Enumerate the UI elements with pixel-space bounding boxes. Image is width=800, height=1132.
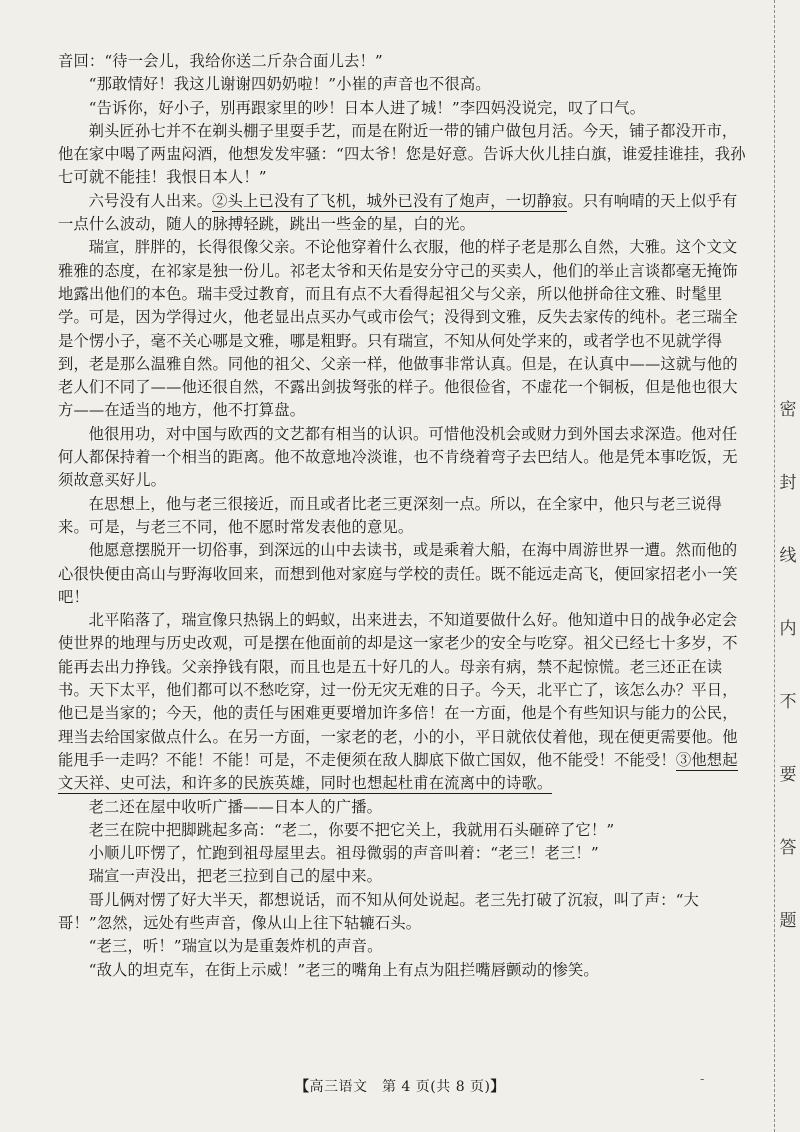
seal-notice-char: 线 [779,546,797,566]
paragraph [58,796,748,819]
paragraph-text: “告诉你，好小子，别再跟家里的吵！日本人进了城！”李四妈没说完，叹了口气。 [88,98,646,117]
paragraph-text: 在思想上，他与老三很接近，而且或者比老三更深刻一点。所以，在全家中，他只与老三说得来。可是，与老三不同，他不愿时常发表他的意见。 [58,494,722,536]
paragraph [58,493,748,540]
paragraph [58,236,748,422]
paragraph [58,190,748,237]
paragraph-text: 他很用功，对中国与欧西的文艺都有相当的认识。可惜他没机会或财力到外国去求深造。他对任何人都保持着一个相当的距离。他不故意地冷淡谁，也不肯绕着弯子去巴结人。他是凭本事吃饭，无须故意买好儿。 [58,424,738,490]
seal-notice-char: 封 [779,473,797,493]
paragraph-text: “老三，听！”瑞宣以为是重轰炸机的声音。 [88,937,383,956]
paragraph [58,935,748,958]
paragraph [58,842,748,865]
paragraph-text: 老三在院中把脚跳起多高：“老二，你要不把它关上，我就用石头砸碎了它！” [88,820,615,839]
seal-notice-char: 答 [779,838,797,858]
paragraph [58,609,748,795]
corner-mark: - [700,1072,705,1087]
footer-subject: 高三语文 [309,1079,368,1095]
paragraph-text: 他愿意摆脱开一切俗事，到深远的山中去读书，或是乘着大船，在海中周游世界一遭。然而他的心很快便由高山与野海收回来，而想到他对家庭与学校的责任。既不能远走高飞，便回家招老小一笑吧！ [58,541,738,606]
page-footer [0,1076,800,1096]
paragraph-text: 剃头匠孙七并不在剃头棚子里耍手艺，而是在附近一带的铺户做包月活。今天，铺子都没开市，他在家中喝了两盅闷酒，他想发发牢骚：“四太爷！您是好意。告诉大伙儿挂白旗，谁爱挂谁挂，我孙七可就不能挂！我恨日本人！” [58,121,746,187]
paragraph-text: 老二还在屋中收听广播——日本人的广播。 [88,797,383,816]
paragraph [58,865,748,888]
paragraph [58,50,748,73]
paragraph [58,73,748,96]
paragraph [58,959,748,982]
seal-notice-char: 内 [779,619,797,639]
binding-line [774,0,775,1132]
paragraph [58,97,748,120]
seal-notice-char: 要 [779,765,797,785]
paragraph [58,889,748,936]
paragraph-text: 瑞宣一声没出，把老三拉到自己的屋中来。 [88,867,383,886]
paragraph [58,423,748,493]
seal-notice-char: 密 [779,400,797,420]
paragraph-text: 瑞宣，胖胖的，长得很像父亲。不论他穿着什么衣服，他的样子老是那么自然，大雅。这个文文雅雅的态度，在祁家是独一份儿。祁老太爷和天佑是安分守己的买卖人，他们的举止言谈都毫无掩饰地露出他们的本色。瑞丰受过教育，而且有点不大看得起祖父与父亲，所以他拼命往文雅、时髦里学。可是，因为学得过火，他老显出点买办气或市侩气；没得到文雅，反失去家传的纯朴。老三瑞全是个愣小子，毫不关心哪是文雅，哪是粗野。只有瑞宣，不知从何处学来的，或者学也不见就学得到，老是那么温雅自然。同他的祖父、父亲一样，他做事非常认真。但是，在认真中——这就与他的老人们不同了——他还很自然，不露出剑拔弩张的样子。他很俭省，不虚花一个铜板，但是他也很大方——在适当的地方，他不打算盘。 [58,238,738,420]
paragraph [58,819,748,842]
paragraph-text: 小顺儿吓愣了，忙跑到祖母屋里去。祖母微弱的声音叫着：“老三！老三！” [88,844,599,863]
paragraph-text: 北平陷落了，瑞宣像只热锅上的蚂蚁，出来进去，不知道要做什么好。他知道中日的战争必定会使世界的地理与历史改观，可是摆在他面前的却是这一家老少的安全与吃穿。祖父已经七十多岁，不能再去出力挣钱。父亲挣钱有限，而且也是五十好几的人。母亲有病，禁不起惊慌。老三还正在读书。天下太平，他们都可以不愁吃穿，过一份无灾无难的日子。今天，北平亡了，该怎么办？平日，他已是当家的；今天，他的责任与困难更要增加许多倍！在一方面，他是个有些知识与能力的公民，理当去给国家做点什么。在另一方面，一家老的老，小的小，平日就依仗着他，现在便更需要他。他能甩手一走吗？不能！不能！可是，不走便须在敌人脚底下做亡国奴，他不能受！不能受！ [58,611,738,769]
paragraph-text: “敌人的坦克车，在街上示威！”老三的嘴角上有点为阻拦嘴唇颤动的惨笑。 [88,960,599,979]
footer-bracket-open: 【 [294,1079,310,1095]
document-body [58,50,748,982]
underlined-sentence: ②头上已没有了飞机，城外已没有了炮声，一切静寂 [212,191,568,210]
footer-bracket-close: 】 [490,1079,506,1095]
paragraph-text: 六号没有人出来。 [88,191,213,210]
seal-line-notice [777,395,799,931]
paragraph-text: 哥儿俩对愣了好大半天，都想说话，而不知从何处说起。老三先打破了沉寂，叫了声：“大哥！”忽然，远处有些声音，像从山上往下轱辘石头。 [58,890,699,932]
footer-page-number: 第 4 页(共 8 页) [381,1079,491,1095]
underlined-sentence: ③他想起文天祥、史可法，和许多的民族英雄，同时也想起杜甫在流离中的诗歌。 [58,750,738,793]
seal-notice-char: 题 [779,911,797,931]
paragraph-text: 。只有响晴的天上似乎有一点什么波动，随人的脉搏轻跳，跳出一些金的星，白的光。 [58,191,738,234]
paragraph-text: 音回：“待一会儿，我给你送二斤杂合面儿去！” [58,52,383,70]
paragraph [58,120,748,190]
seal-notice-char: 不 [779,692,797,712]
paragraph-text: “那敢情好！我这儿谢谢四奶奶啦！”小崔的声音也不很高。 [88,75,491,94]
paragraph [58,539,748,609]
